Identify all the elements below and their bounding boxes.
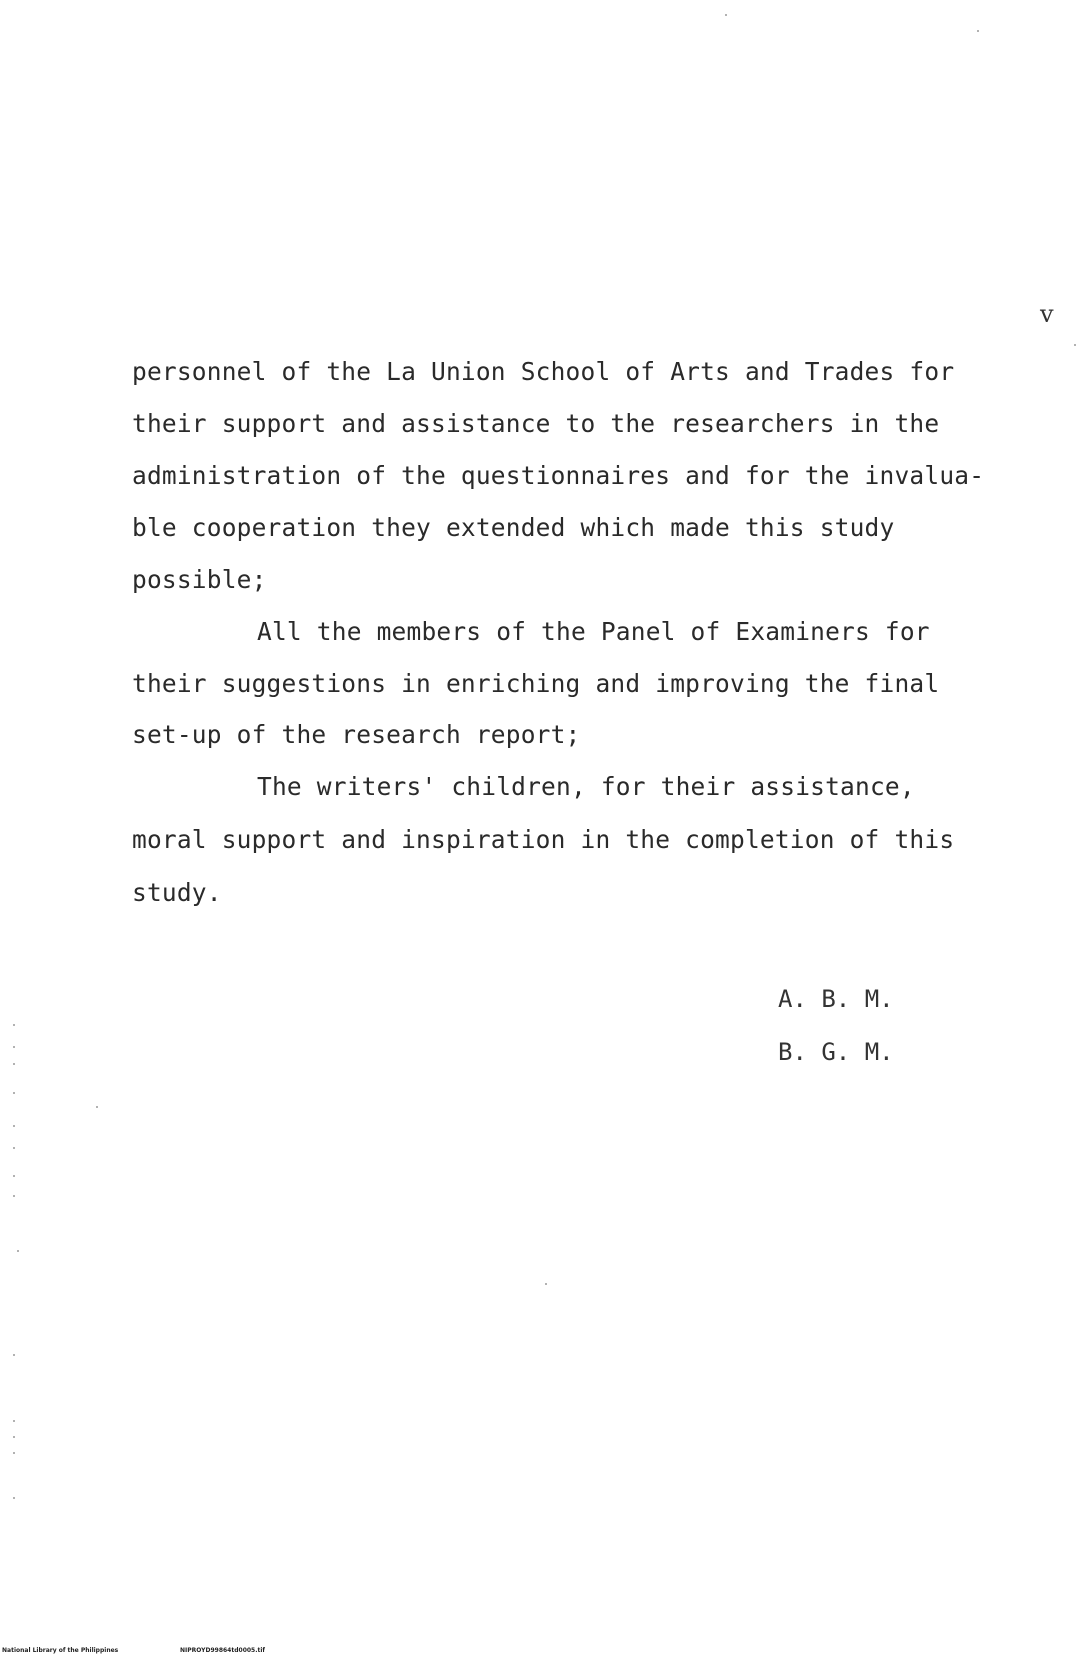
scan-speck [13, 1436, 15, 1438]
scan-speck [13, 1354, 15, 1356]
scan-speck [13, 1175, 15, 1177]
footer-file-id: NIPROYD99864td0005.tif [180, 1647, 266, 1654]
signature-initials-1: A. B. M. [778, 985, 894, 1013]
text-line: The writers' children, for their assistance, [257, 772, 915, 801]
scan-speck [13, 1092, 15, 1094]
text-line: moral support and inspiration in the completion of this [132, 825, 955, 854]
text-line: possible; [132, 565, 267, 594]
scan-speck [17, 1250, 19, 1252]
scan-speck [545, 1283, 547, 1285]
text-line: set-up of the research report; [132, 720, 581, 749]
text-line: administration of the questionnaires and for the invalua- [132, 461, 985, 490]
text-line: their support and assistance to the researchers in the [132, 409, 940, 438]
scan-speck [725, 14, 727, 16]
scan-speck [13, 1024, 15, 1026]
signature-initials-2: B. G. M. [778, 1038, 894, 1066]
scan-speck [13, 1452, 15, 1454]
page-number: v [1040, 300, 1054, 328]
text-line: personnel of the La Union School of Arts and Trades for [132, 357, 955, 386]
scan-speck [13, 1420, 15, 1422]
text-line: their suggestions in enriching and improving the final [132, 669, 940, 698]
scan-speck [13, 1125, 15, 1127]
scan-speck [13, 1147, 15, 1149]
text-line: All the members of the Panel of Examiners for [257, 617, 930, 646]
scan-speck [1074, 344, 1076, 346]
scan-speck [96, 1106, 98, 1108]
scan-speck [13, 1046, 15, 1048]
text-line: study. [132, 878, 222, 907]
text-line: ble cooperation they extended which made this study [132, 513, 895, 542]
scan-speck [977, 30, 979, 32]
scan-speck [13, 1497, 15, 1499]
scan-speck [13, 1063, 15, 1065]
footer-library-credit: National Library of the Philippines [2, 1647, 119, 1654]
scan-speck [13, 1195, 15, 1197]
